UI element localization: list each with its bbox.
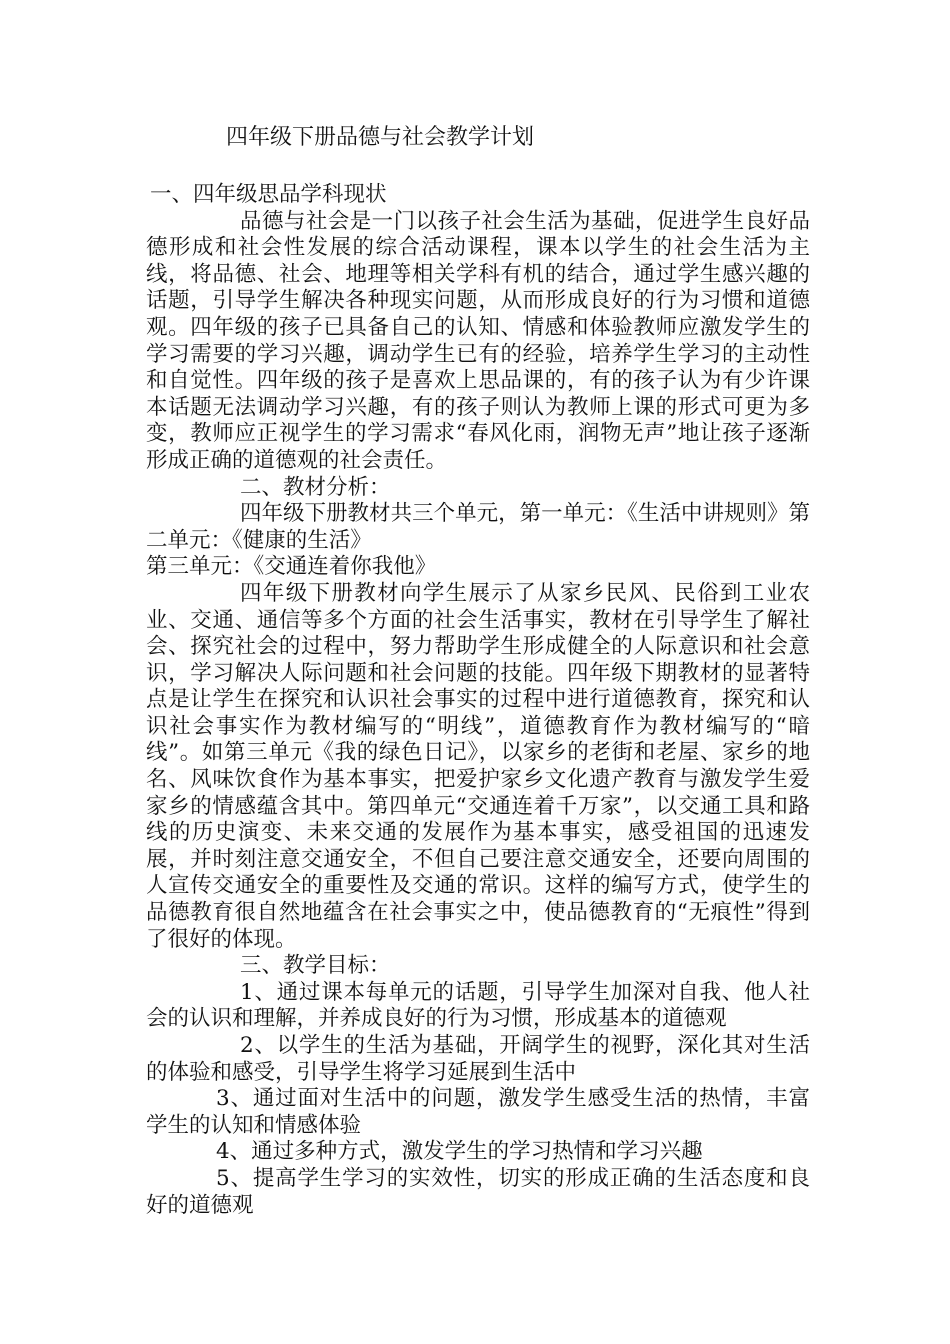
goal-item: 2、以学生的生活为基础，开阔学生的视野，深化其对生活的体验和感受，引导学生将学习延展到生活中 [146,1033,810,1085]
section-heading-textbook: 二、教材分析： [240,474,391,500]
document-title: 四年级下册品德与社会教学计划 [226,125,535,150]
paragraph-status: 品德与社会是一门以孩子社会生活为基础，促进学生良好品德形成和社会性发展的综合活动课程，课本以学生的社会生活为主线，将品德、社会、地理等相关学科有机的结合，通过学生感兴趣的话题，引导学生解决各种现实问题，从而形成良好的行为习惯和道德观。四年级的孩子已具备自己的认知、情感和体验教师应激发学生的学习需要的学习兴趣，调动学生已有的经验，培养学生学习的主动性和自觉性。四年级的孩子是喜欢上思品课的，有的孩子认为有少许课本话题无法调动学习兴趣，有的孩子则认为教师上课的形式可更为多变，教师应正视学生的学习需求“春风化雨，润物无声”地让孩子逐渐形成正确的道德观的社会责任。 [146,208,810,473]
paragraph-unit3: 第三单元：《交通连着你我他》 [146,554,437,580]
document-page [146,120,810,1219]
section-heading-goals: 三、教学目标： [240,953,391,979]
paragraph-units: 四年级下册教材共三个单元，第一单元：《生活中讲规则》第二单元：《健康的生活》 [146,501,810,553]
goal-item: 1、通过课本每单元的话题，引导学生加深对自我、他人社会的认识和理解，并养成良好的行为习惯，形成基本的道德观 [146,979,810,1032]
goal-item: 5、提高学生学习的实效性，切实的形成正确的生活态度和良好的道德观 [146,1165,810,1218]
goal-item: 3、通过面对生活中的问题，激发学生感受生活的热情，丰富学生的认知和情感体验 [146,1086,810,1138]
paragraph-textbook-analysis: 四年级下册教材向学生展示了从家乡民风、民俗到工业农业、交通、通信等多个方面的社会生活事实，教材在引导学生了解社会、探究社会的过程中，努力帮助学生形成健全的人际意识和社会意识，学习解决人际问题和社会问题的技能。四年级下期教材的显著特点是让学生在探究和认识社会事实的过程中进行道德教育，探究和认识社会事实作为教材编写的“明线”，道德教育作为教材编写的“暗线”。如第三单元《我的绿色日记》，以家乡的老街和老屋、家乡的地名、风味饮食作为基本事实，把爱护家乡文化遗产教育与激发学生爱家乡的情感蕴含其中。第四单元“交通连着千万家”，以交通工具和路线的历史演变、未来交通的发展作为基本事实，感受祖国的迅速发展，并时刻注意交通安全，不但自己要注意交通安全，还要向周围的人宣传交通安全的重要性及交通的常识。这样的编写方式，使学生的品德教育很自然地蕴含在社会事实之中，使品德教育的“无痕性”得到了很好的体现。 [146,580,810,952]
section-heading-status: 一、四年级思品学科现状 [150,182,387,207]
goal-item: 4、通过多种方式，激发学生的学习热情和学习兴趣 [216,1139,703,1165]
